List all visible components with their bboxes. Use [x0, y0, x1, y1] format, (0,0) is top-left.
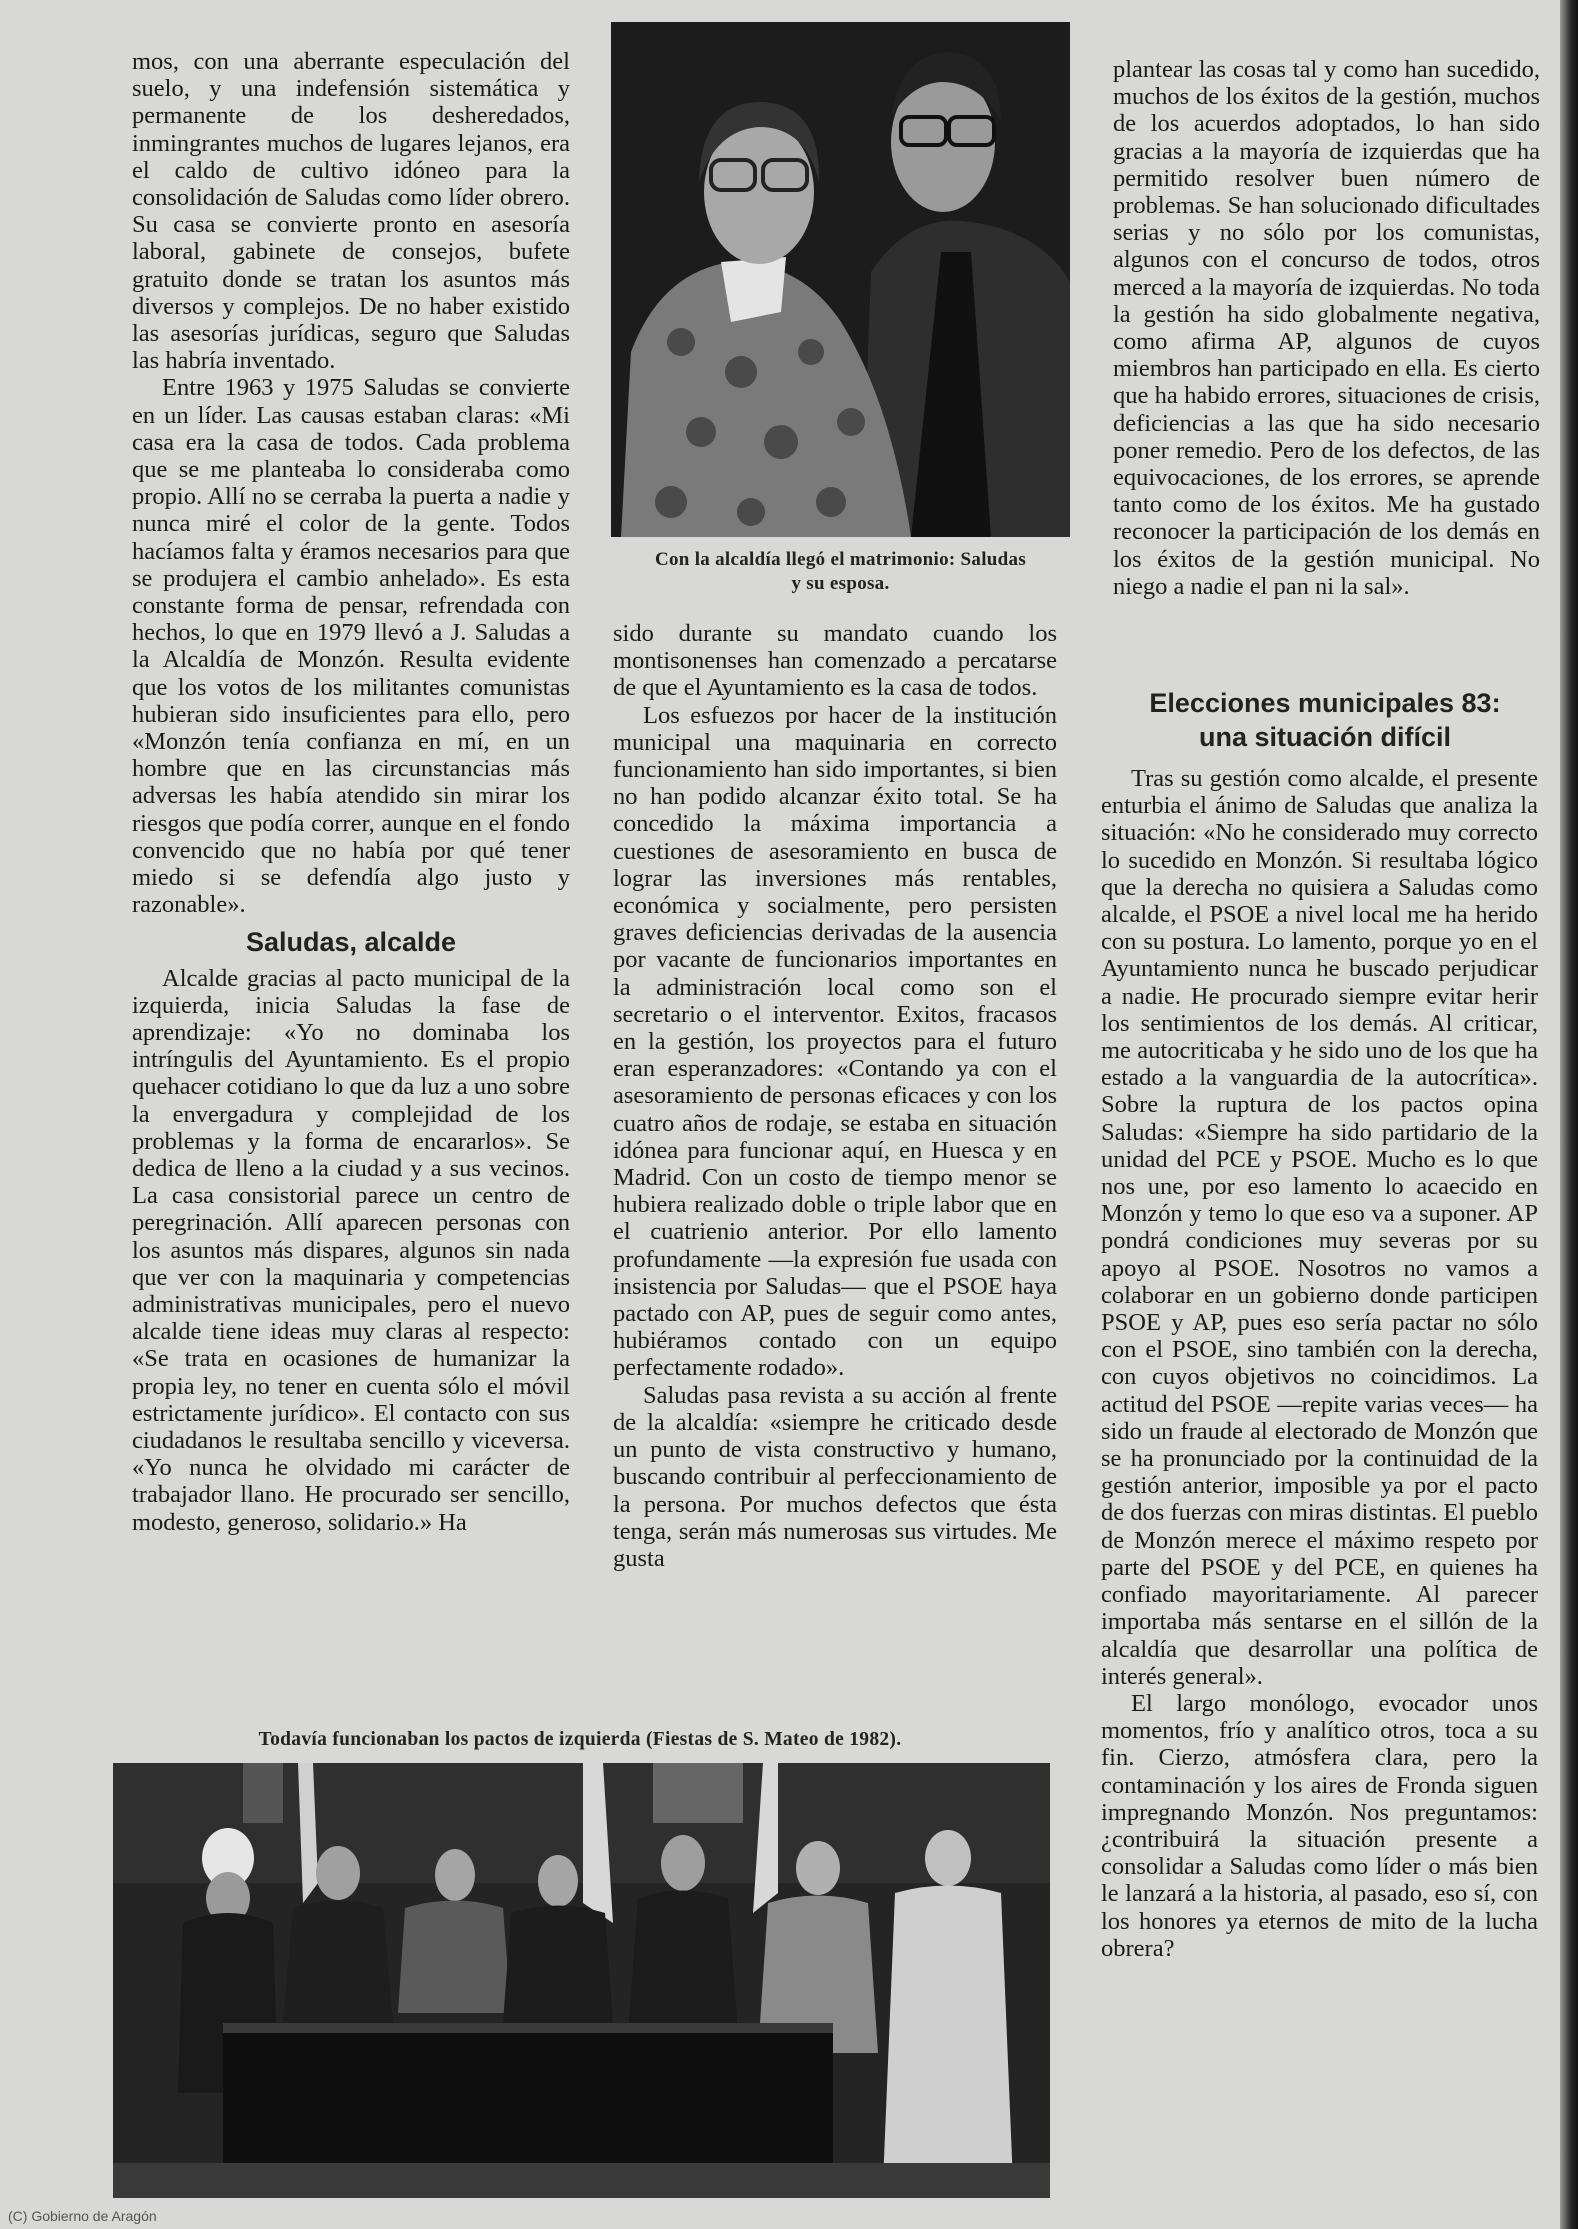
group-photo-caption: Todavía funcionaban los pactos de izquierda (Fiestas de S. Mateo de 1982). [258, 1729, 902, 1750]
couple-photo [611, 22, 1070, 537]
section-heading [1105, 686, 1545, 754]
paragraph: sido durante su mandato cuando los montisonenses han comenzado a percatarse de que el Ayuntamiento es la casa de todos. [613, 620, 1057, 702]
caption-line-2: y su esposa. [791, 573, 890, 594]
group-photo [113, 1763, 1050, 2198]
paragraph: Alcalde gracias al pacto municipal de la izquierda, inicia Saludas la fase de aprendizaje: «Yo no dominaba los intríngulis del Ayuntamiento. Es el propio quehacer cotidiano lo que da luz a uno sobre la envergadura y complejidad de los problemas y la forma de encararlos». Se dedica de lleno a la ciudad y a sus vecinos. La casa consistorial parece un centro de peregrinación. Allí aparecen personas con los asuntos más dispares, algunos sin nada que ver con la maquinaria y competencias administrativas municipales, pero el nuevo alcalde tiene ideas muy claras al respecto: «Se trata en ocasiones de humanizar la propia ley, no tener en cuenta sólo el móvil estrictamente jurídico». El contacto con sus ciudadanos le resultaba sencillo y viceversa. «Yo nunca he olvidado mi carácter de trabajador llano. He procurado ser sencillo, modesto, generoso, solidario.» Ha [132, 964, 570, 1536]
paragraph: mos, con una aberrante especulación del suelo, y una indefensión sistemática y permanente de los desheredados, inmingrantes muchos de lugares lejanos, era el caldo de cultivo idóneo para la consolidación de Saludas como líder obrero. Su casa se convierte pronto en asesoría laboral, gabinete de consejos, bufete gratuito donde se tratan los asuntos más diversos y complejos. De no haber existido las asesorías jurídicas, seguro que Saludas las habría inventado. [132, 48, 570, 375]
column-3 [1113, 56, 1540, 600]
page-spine [1560, 0, 1578, 2229]
paragraph: El largo monólogo, evocador unos momentos, frío y analítico otros, toca a su fin. Cierzo, atmósfera clara, pero la contaminación y los aires de Fronda siguen impregnando Monzón. Nos preguntamos: ¿contribuirá la situación presente a consolidar a Saludas como líder o más bien le lanzará a la historia, al pasado, eso sí, con los honores ya eternos de mito de la lucha obrera? [1101, 1689, 1538, 1962]
paragraph: Entre 1963 y 1975 Saludas se convierte en un líder. Las causas estaban claras: «Mi casa era la casa de todos. Cada problema que se me planteaba lo consideraba como propio. Allí no se cerraba la puerta a nadie y nunca miré el color de la gente. Todos hacíamos falta y éramos necesarios para que se produjera el cambio anhelado». Es esta constante forma de pensar, refrendada con hechos, lo que en 1979 llevó a J. Saludas a la Alcaldía de Monzón. Resulta evidente que los votos de los militantes comunistas hubieran sido insuficientes para ello, pero «Monzón tenía confianza en mí, en un hombre que en las circunstancias más adversas les había atendido sin mirar los riesgos que podía correr, aunque en el fondo convencido que no había por qué tener miedo si se defendía algo justo y razonable». [132, 374, 570, 919]
couple-photo-caption [611, 548, 1070, 596]
paragraph: plantear las cosas tal y como han sucedido, muchos de los éxitos de la gestión, muchos de los acuerdos adoptados, lo han sido gracias a la mayoría de izquierdas que ha permitido resolver buen número de problemas. Se han solucionado dificultades serias y no sólo por los comunistas, algunos con el concurso de todos, otros merced a la mayoría de izquierdas. No toda la gestión ha sido globalmente negativa, como afirma AP, algunos de cuyos miembros han participado en ella. Es cierto que ha habido errores, situaciones de crisis, deficiencias a las que ha sido necesario poner remedio. Pero de los defectos, de las equivocaciones, de los errores, se aprende tanto como de los éxitos. Me ha gustado reconocer la participación de los demás en los éxitos de la gestión municipal. No niego a nadie el pan ni la sal». [1113, 56, 1540, 600]
section-heading: Saludas, alcalde [245, 926, 457, 957]
caption-line-1: Con la alcaldía llegó el matrimonio: Saludas [654, 549, 1027, 570]
heading-line-1: Elecciones municipales 83: [1149, 688, 1501, 718]
column-2 [613, 620, 1057, 1572]
column-1 [132, 48, 570, 1536]
heading-line-2: una situación difícil [1198, 722, 1452, 752]
paragraph: Saludas pasa revista a su acción al frente de la alcaldía: «siempre he criticado desde un punto de vista constructivo y humano, buscando contribuir al perfeccionamiento de la persona. Por muchos defectos que ésta tenga, serán más numerosas sus virtudes. Me gusta [613, 1381, 1057, 1572]
column-3-continued [1101, 765, 1538, 1962]
copyright-credit: (C) Gobierno de Aragón [8, 2208, 157, 2224]
paragraph: Tras su gestión como alcalde, el presente enturbia el ánimo de Saludas que analiza la situación: «No he considerado muy correcto lo sucedido en Monzón. Si resultaba lógico que la derecha no quisiera a Saludas como alcalde, el PSOE a nivel local me ha herido con su postura. Lo lamento, porque yo en el Ayuntamiento nunca he buscado perjudicar a nadie. He procurado siempre evitar herir los sentimientos de los demás. Al criticar, me autocriticaba y he sido uno de los que ha estado a la vanguardia de la autocrítica». Sobre la ruptura de los pactos opina Saludas: «Siempre ha sido partidario de la unidad del PCE y PSOE. Mucho es lo que nos une, por eso lamento lo acaecido en Monzón y temo lo que eso va a suponer. AP pondrá condiciones muy severas por su apoyo al PSOE. Nosotros no vamos a colaborar en un gobierno donde participen PSOE y AP, pues eso sería pactar no sólo con el PSOE, sino también con la derecha, con cuyos objetivos no coincidimos. La actitud del PSOE —repite varias veces— ha sido un fraude al electorado de Monzón que se ha pronunciado por la continuidad de la gestión anterior, imposible ya por el pacto de dos fuerzas con miras distintas. El pueblo de Monzón merece el máximo respeto por parte del PSOE y del PCE, en quienes ha confiado mayoritariamente. Al parecer importaba más sentarse en el sillón de la alcaldía que desarrollar una política de interés general». [1101, 765, 1538, 1690]
paragraph: Los esfuezos por hacer de la institución municipal una maquinaria en correcto funcionamiento han sido importantes, si bien no han podido alcanzar éxito total. Se ha concedido la máxima importancia a cuestiones de asesoramiento en busca de lograr las inversiones más rentables, económica y socialmente, pero persisten graves deficiencias derivadas de la ausencia por vacante de funcionarios importantes en la administración local como son el secretario o el interventor. Exitos, fracasos en la gestión, los proyectos para el futuro eran esperanzadores: «Contando ya con el asesoramiento de personas eficaces y con los cuatro años de rodaje, se estaba en situación idónea para funcionar aquí, en Huesca y en Madrid. Con un costo de tiempo menor se hubiera realizado doble o triple labor que en el cuatrienio anterior. Por ello lamento profundamente —la expresión fue usada con insistencia por Saludas— que el PSOE haya pactado con AP, pues de seguir como antes, hubiéramos contado con un equipo perfectamente rodado». [613, 701, 1057, 1382]
